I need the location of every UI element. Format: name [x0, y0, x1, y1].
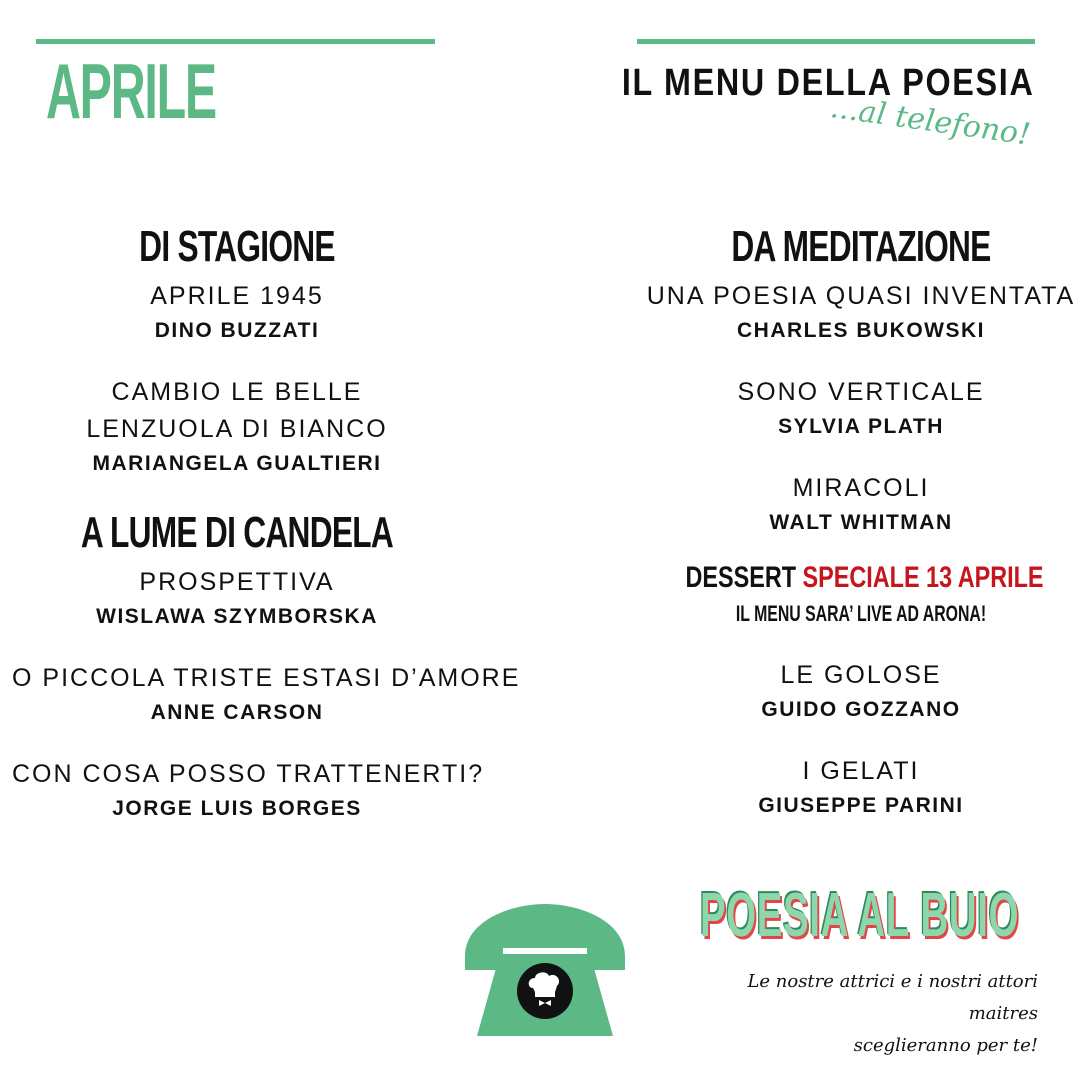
poem-item: [12, 564, 462, 633]
live-note: IL MENU SARA’ LIVE AD ARONA!: [735, 601, 987, 626]
poem-title: SONO VERTICALE: [737, 378, 985, 406]
poem-title: LENZUOLA DI BIANCO: [86, 415, 388, 443]
poem-item: [12, 756, 485, 825]
poem-author: JORGE LUIS BORGES: [112, 797, 362, 820]
dessert-special: SPECIALE 13 APRILE: [802, 561, 1044, 594]
poesia-al-buio-logo: POESIA AL BUIO: [700, 881, 1020, 950]
dessert-label: DESSERT: [685, 561, 797, 594]
poem-author: GIUSEPPE PARINI: [758, 794, 964, 817]
tagline-line-1: Le nostre attrici e i nostri attori maitres: [747, 971, 1038, 1024]
poem-author: WALT WHITMAN: [769, 511, 953, 534]
poem-author: SYLVIA PLATH: [778, 415, 944, 438]
poem-title: CAMBIO LE BELLE: [111, 378, 363, 406]
section-title-da-meditazione: DA MEDITAZIONE: [731, 222, 991, 271]
poem-item: [636, 753, 1080, 822]
poem-title: UNA POESIA QUASI INVENTATA: [646, 282, 1076, 310]
telephone-icon: [455, 896, 635, 1042]
poem-title: PROSPETTIVA: [139, 568, 335, 596]
poem-item: [636, 278, 1080, 347]
poem-title: CON COSA POSSO TRATTENERTI?: [12, 760, 485, 788]
section-title-a-lume-di-candela: A LUME DI CANDELA: [80, 508, 394, 557]
header-rule-right: [637, 39, 1035, 44]
poem-item: [12, 660, 521, 729]
poem-item: [636, 470, 1080, 539]
poem-title: APRILE 1945: [150, 282, 324, 310]
poem-title: MIRACOLI: [792, 474, 930, 502]
header-rule-left: [36, 39, 435, 44]
dessert-heading: [685, 561, 1044, 595]
poem-author: GUIDO GOZZANO: [761, 698, 961, 721]
poem-item: [12, 374, 462, 480]
poem-title: O PICCOLA TRISTE ESTASI D’AMORE: [12, 664, 521, 692]
right-column: [636, 222, 1080, 822]
menu-title: IL MENU DELLA POESIA: [621, 62, 1034, 104]
menu-subtitle: ...al telefono!: [827, 89, 1032, 153]
poem-title: LE GOLOSE: [780, 661, 942, 689]
brand-tagline: [708, 966, 1038, 1062]
poem-item: [12, 278, 462, 347]
poem-item: [636, 657, 1080, 726]
poem-title: I GELATI: [802, 757, 920, 785]
tagline-line-2: sceglieranno per te!: [853, 1035, 1038, 1056]
section-title-di-stagione: DI STAGIONE: [139, 222, 335, 271]
month-title: APRILE: [46, 47, 216, 135]
left-column: [12, 222, 521, 825]
poem-author: ANNE CARSON: [150, 701, 324, 724]
poem-item: [636, 374, 1080, 443]
poem-author: CHARLES BUKOWSKI: [737, 319, 985, 342]
poem-author: MARIANGELA GUALTIERI: [92, 452, 382, 475]
poem-author: WISLAWA SZYMBORSKA: [96, 605, 378, 628]
poem-author: DINO BUZZATI: [154, 319, 320, 342]
